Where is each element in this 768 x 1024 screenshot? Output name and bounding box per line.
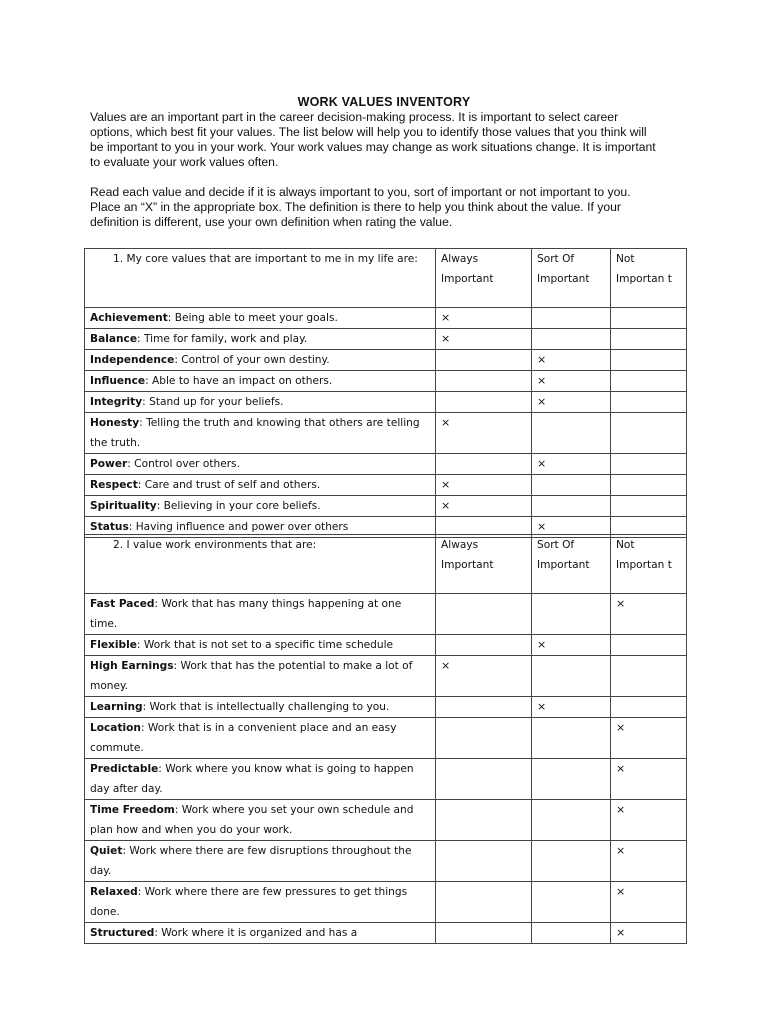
x-mark: × <box>616 597 626 610</box>
instructions-line: definition is different, use your own definition when rating the value. <box>90 215 453 229</box>
value-term: Relaxed <box>90 886 138 898</box>
column-not-important: Not Importan t <box>611 535 687 594</box>
value-cell <box>85 475 436 496</box>
value-term: Status <box>90 521 129 533</box>
rating-cell-not[interactable] <box>611 454 687 475</box>
rating-cell-always[interactable] <box>436 800 532 841</box>
rating-cell-not[interactable] <box>611 329 687 350</box>
intro-line: options, which best fit your values. The list below will help you to identify those values that you think will <box>90 125 647 139</box>
work-environment-heading: 2. I value work environments that are: <box>85 535 436 594</box>
table-row <box>85 841 687 882</box>
table-row <box>85 496 687 517</box>
value-definition: : Work that has the potential to make a lot of money. <box>90 660 413 692</box>
value-term: Influence <box>90 375 146 387</box>
page-title: WORK VALUES INVENTORY <box>297 95 471 109</box>
x-mark: × <box>537 520 547 533</box>
rating-cell-sort-of[interactable] <box>532 841 611 882</box>
table-row <box>85 594 687 635</box>
rating-cell-always[interactable] <box>436 371 532 392</box>
rating-cell-always[interactable] <box>436 496 532 517</box>
rating-cell-always[interactable] <box>436 350 532 371</box>
x-mark: × <box>537 374 547 387</box>
value-term: Balance <box>90 333 138 345</box>
column-always-important: Always Important <box>436 249 532 308</box>
rating-cell-not[interactable] <box>611 371 687 392</box>
rating-cell-not[interactable] <box>611 923 687 944</box>
value-cell <box>85 635 436 656</box>
value-cell <box>85 329 436 350</box>
value-definition: : Stand up for your beliefs. <box>142 396 284 408</box>
value-definition: : Telling the truth and knowing that others are telling the truth. <box>90 417 420 449</box>
rating-cell-always[interactable] <box>436 308 532 329</box>
rating-cell-always[interactable] <box>436 882 532 923</box>
x-mark: × <box>537 353 547 366</box>
table-row <box>85 413 687 454</box>
value-cell <box>85 454 436 475</box>
table-header-row <box>85 535 687 594</box>
rating-cell-not[interactable] <box>611 759 687 800</box>
table-row <box>85 718 687 759</box>
rating-cell-always[interactable] <box>436 594 532 635</box>
value-cell <box>85 496 436 517</box>
core-values-heading: 1. My core values that are important to me in my life are: <box>85 249 436 308</box>
rating-cell-not[interactable] <box>611 635 687 656</box>
rating-cell-sort-of[interactable] <box>532 413 611 454</box>
table-row <box>85 635 687 656</box>
value-term: Quiet <box>90 845 123 857</box>
rating-cell-always[interactable] <box>436 635 532 656</box>
value-definition: : Control over others. <box>127 458 240 470</box>
value-term: High Earnings <box>90 660 174 672</box>
rating-cell-sort-of[interactable] <box>532 475 611 496</box>
value-cell <box>85 656 436 697</box>
value-cell <box>85 392 436 413</box>
rating-cell-always[interactable] <box>436 413 532 454</box>
value-definition: : Work where you know what is going to happen day after day. <box>90 763 414 795</box>
x-mark: × <box>441 659 451 672</box>
value-term: Honesty <box>90 417 140 429</box>
intro-line: be important to you in your work. Your work values may change as work situations change. It is important <box>90 140 656 154</box>
rating-cell-not[interactable] <box>611 882 687 923</box>
rating-cell-not[interactable] <box>611 697 687 718</box>
x-mark: × <box>616 926 626 939</box>
value-term: Power <box>90 458 128 470</box>
rating-cell-sort-of[interactable] <box>532 350 611 371</box>
value-definition: : Being able to meet your goals. <box>167 312 338 324</box>
rating-cell-always[interactable] <box>436 392 532 413</box>
rating-cell-not[interactable] <box>611 392 687 413</box>
x-mark: × <box>537 700 547 713</box>
x-mark: × <box>616 721 626 734</box>
value-definition: : Able to have an impact on others. <box>145 375 333 387</box>
value-term: Flexible <box>90 639 137 651</box>
rating-cell-not[interactable] <box>611 841 687 882</box>
rating-cell-sort-of[interactable] <box>532 697 611 718</box>
instructions-paragraph <box>90 185 690 230</box>
rating-cell-always[interactable] <box>436 475 532 496</box>
value-term: Spirituality <box>90 500 157 512</box>
instructions-line: Place an “X” in the appropriate box. The definition is there to help you think about the value. If your <box>90 200 621 214</box>
column-sort-of-important: Sort Of Important <box>532 535 611 594</box>
value-cell <box>85 350 436 371</box>
rating-cell-always[interactable] <box>436 759 532 800</box>
value-cell <box>85 718 436 759</box>
instructions-line: Read each value and decide if it is always important to you, sort of important or not important to you. <box>90 185 631 199</box>
work-environment-table <box>84 534 687 944</box>
x-mark: × <box>616 885 626 898</box>
column-not-important: Not Importan t <box>611 249 687 308</box>
rating-cell-sort-of[interactable] <box>532 594 611 635</box>
rating-cell-always[interactable] <box>436 697 532 718</box>
column-always-important: Always Important <box>436 535 532 594</box>
rating-cell-not[interactable] <box>611 475 687 496</box>
value-definition: : Work where it is organized and has a <box>154 927 358 939</box>
rating-cell-not[interactable] <box>611 656 687 697</box>
x-mark: × <box>616 803 626 816</box>
x-mark: × <box>441 416 451 429</box>
table-row <box>85 350 687 371</box>
rating-cell-sort-of[interactable] <box>532 308 611 329</box>
value-term: Fast Paced <box>90 598 155 610</box>
value-term: Time Freedom <box>90 804 175 816</box>
rating-cell-sort-of[interactable] <box>532 923 611 944</box>
rating-cell-always[interactable] <box>436 718 532 759</box>
rating-cell-not[interactable] <box>611 496 687 517</box>
rating-cell-not[interactable] <box>611 594 687 635</box>
value-term: Integrity <box>90 396 143 408</box>
rating-cell-not[interactable] <box>611 308 687 329</box>
table-row <box>85 882 687 923</box>
value-cell <box>85 594 436 635</box>
rating-cell-sort-of[interactable] <box>532 329 611 350</box>
value-cell <box>85 841 436 882</box>
value-term: Predictable <box>90 763 159 775</box>
value-definition: : Work where there are few disruptions throughout the day. <box>90 845 412 877</box>
x-mark: × <box>616 844 626 857</box>
value-term: Learning <box>90 701 143 713</box>
value-cell <box>85 882 436 923</box>
rating-cell-sort-of[interactable] <box>532 800 611 841</box>
table-row <box>85 308 687 329</box>
table-row <box>85 392 687 413</box>
value-definition: : Work that is in a convenient place and an easy commute. <box>90 722 397 754</box>
value-definition: : Control of your own destiny. <box>174 354 330 366</box>
value-definition: : Work that has many things happening at one time. <box>90 598 402 630</box>
table-row <box>85 454 687 475</box>
rating-cell-always[interactable] <box>436 454 532 475</box>
value-cell <box>85 923 436 944</box>
x-mark: × <box>441 332 451 345</box>
rating-cell-always[interactable] <box>436 656 532 697</box>
value-definition: : Time for family, work and play. <box>137 333 308 345</box>
table-row <box>85 329 687 350</box>
x-mark: × <box>441 311 451 324</box>
x-mark: × <box>537 638 547 651</box>
x-mark: × <box>537 395 547 408</box>
value-definition: : Care and trust of self and others. <box>137 479 321 491</box>
rating-cell-not[interactable] <box>611 718 687 759</box>
value-definition: : Work where there are few pressures to get things done. <box>90 886 408 918</box>
rating-cell-sort-of[interactable] <box>532 392 611 413</box>
table-row <box>85 371 687 392</box>
value-term: Independence <box>90 354 175 366</box>
rating-cell-sort-of[interactable] <box>532 454 611 475</box>
intro-paragraph <box>90 110 690 170</box>
table-row <box>85 475 687 496</box>
x-mark: × <box>441 499 451 512</box>
core-values-table <box>84 248 687 538</box>
rating-cell-sort-of[interactable] <box>532 882 611 923</box>
value-definition: : Work that is intellectually challenging to you. <box>142 701 390 713</box>
value-definition: : Work that is not set to a specific time schedule <box>136 639 394 651</box>
value-cell <box>85 413 436 454</box>
table-row <box>85 923 687 944</box>
value-term: Respect <box>90 479 138 491</box>
value-cell <box>85 697 436 718</box>
value-term: Location <box>90 722 141 734</box>
intro-line: Values are an important part in the career decision-making process. It is important to select career <box>90 110 619 124</box>
table-row <box>85 656 687 697</box>
rating-cell-sort-of[interactable] <box>532 656 611 697</box>
rating-cell-sort-of[interactable] <box>532 371 611 392</box>
rating-cell-sort-of[interactable] <box>532 496 611 517</box>
table-header-row <box>85 249 687 308</box>
rating-cell-not[interactable] <box>611 800 687 841</box>
intro-line: to evaluate your work values often. <box>90 155 279 169</box>
value-cell <box>85 308 436 329</box>
x-mark: × <box>616 762 626 775</box>
value-cell <box>85 371 436 392</box>
rating-cell-sort-of[interactable] <box>532 759 611 800</box>
value-definition: : Having influence and power over others <box>128 521 349 533</box>
value-term: Structured <box>90 927 155 939</box>
value-cell <box>85 800 436 841</box>
value-term: Achievement <box>90 312 168 324</box>
value-definition: : Believing in your core beliefs. <box>156 500 321 512</box>
rating-cell-sort-of[interactable] <box>532 635 611 656</box>
table-row <box>85 759 687 800</box>
rating-cell-not[interactable] <box>611 350 687 371</box>
x-mark: × <box>441 478 451 491</box>
rating-cell-sort-of[interactable] <box>532 718 611 759</box>
x-mark: × <box>537 457 547 470</box>
table-row <box>85 800 687 841</box>
column-sort-of-important: Sort Of Important <box>532 249 611 308</box>
value-cell <box>85 759 436 800</box>
rating-cell-always[interactable] <box>436 841 532 882</box>
table-row <box>85 697 687 718</box>
rating-cell-always[interactable] <box>436 923 532 944</box>
value-definition: : Work where you set your own schedule and plan how and when you do your work. <box>90 804 414 836</box>
rating-cell-not[interactable] <box>611 413 687 454</box>
rating-cell-always[interactable] <box>436 329 532 350</box>
